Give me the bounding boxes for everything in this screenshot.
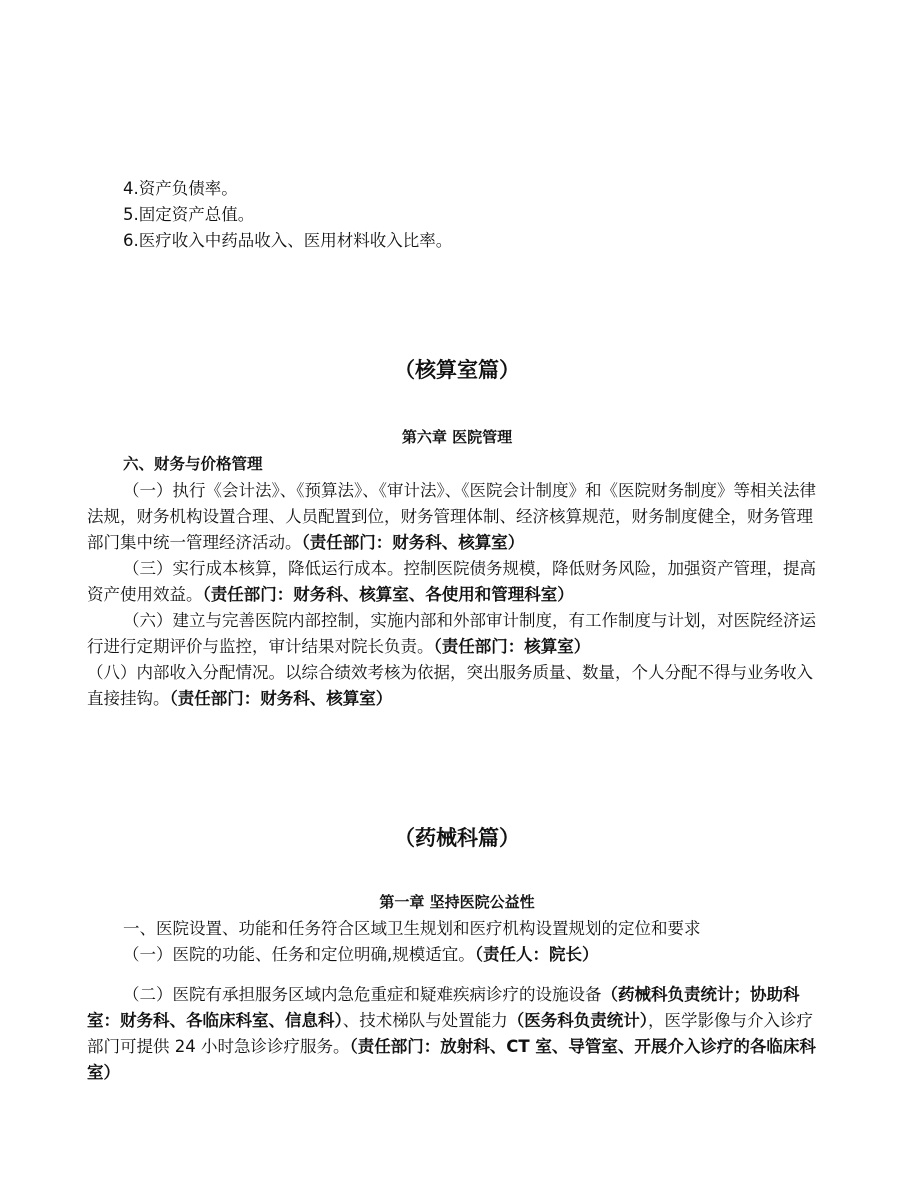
- numbered-list: [87, 176, 827, 254]
- paragraph: （六）建立与完善医院内部控制，实施内部和外部审计制度，有工作制度与计划，对医院经济运行进行定期评价与监控，审计结果对院长负责。（责任部门：核算室）: [87, 611, 816, 656]
- responsibility-note: （药械科负责统计；协助科室：财务科、各临床科室、信息科）: [87, 985, 800, 1030]
- chapter-heading: 第六章 医院管理: [401, 428, 513, 446]
- responsibility-note: （责任部门：放射科、CT 室、导管室、开展介入诊疗的各临床科室）: [87, 1037, 816, 1082]
- list-item: 4.资产负债率。: [123, 179, 238, 198]
- paragraph: （八）内部收入分配情况。以综合绩效考核为依据，突出服务质量、数量，个人分配不得与业务收入直接挂钩。（责任部门：财务科、核算室）: [87, 663, 813, 708]
- list-item: 6.医疗收入中药品收入、医用材料收入比率。: [123, 231, 453, 250]
- section1-body: [87, 478, 827, 712]
- paragraph: （三）实行成本核算，降低运行成本。控制医院债务规模，降低财务风险，加强资产管理，提高资产使用效益。（责任部门：财务科、核算室、各使用和管理科室）: [87, 559, 816, 604]
- section-title-pharmacy: （药械科篇）: [394, 826, 520, 850]
- responsibility-note: （责任部门：财务科、核算室）: [169, 689, 393, 708]
- responsibility-note: （医务科负责统计）: [507, 1011, 648, 1030]
- subsection-heading: 六、财务与价格管理: [123, 455, 263, 473]
- list-item: 5.固定资产总值。: [123, 205, 255, 224]
- responsibility-note: （责任部门：财务科、核算室、各使用和管理科室）: [202, 585, 574, 604]
- paragraph: （一）医院的功能、任务和定位明确,规模适宜。（责任人：院长）: [123, 945, 599, 964]
- responsibility-note: （责任部门：核算室）: [433, 637, 591, 656]
- paragraph: （二）医院有承担服务区域内急危重症和疑难疾病诊疗的设施设备（药械科负责统计；协助科室：财务科、各临床科室、信息科）、技术梯队与处置能力（医务科负责统计），医学影像与介入诊疗部门可提供 24 小时急诊诊疗服务。（责任部门：放射科、CT 室、导管室、开展介入诊疗的各临床科室）: [87, 985, 816, 1082]
- section-title-accounting: （核算室篇）: [394, 358, 520, 382]
- paragraph: （一）执行《会计法》、《预算法》、《审计法》、《医院会计制度》和《医院财务制度》等相关法律法规，财务机构设置合理、人员配置到位，财务管理体制、经济核算规范，财务制度健全，财务管理部门集中统一管理经济活动。（责任部门：财务科、核算室）: [87, 481, 816, 552]
- chapter-heading: 第一章 坚持医院公益性: [379, 893, 535, 911]
- responsibility-note: （责任部门：财务科、核算室）: [301, 533, 525, 552]
- section2-body: [87, 916, 827, 1086]
- responsibility-note: （责任人：院长）: [474, 945, 599, 964]
- paragraph: 一、医院设置、功能和任务符合区域卫生规划和医疗机构设置规划的定位和要求: [123, 919, 701, 938]
